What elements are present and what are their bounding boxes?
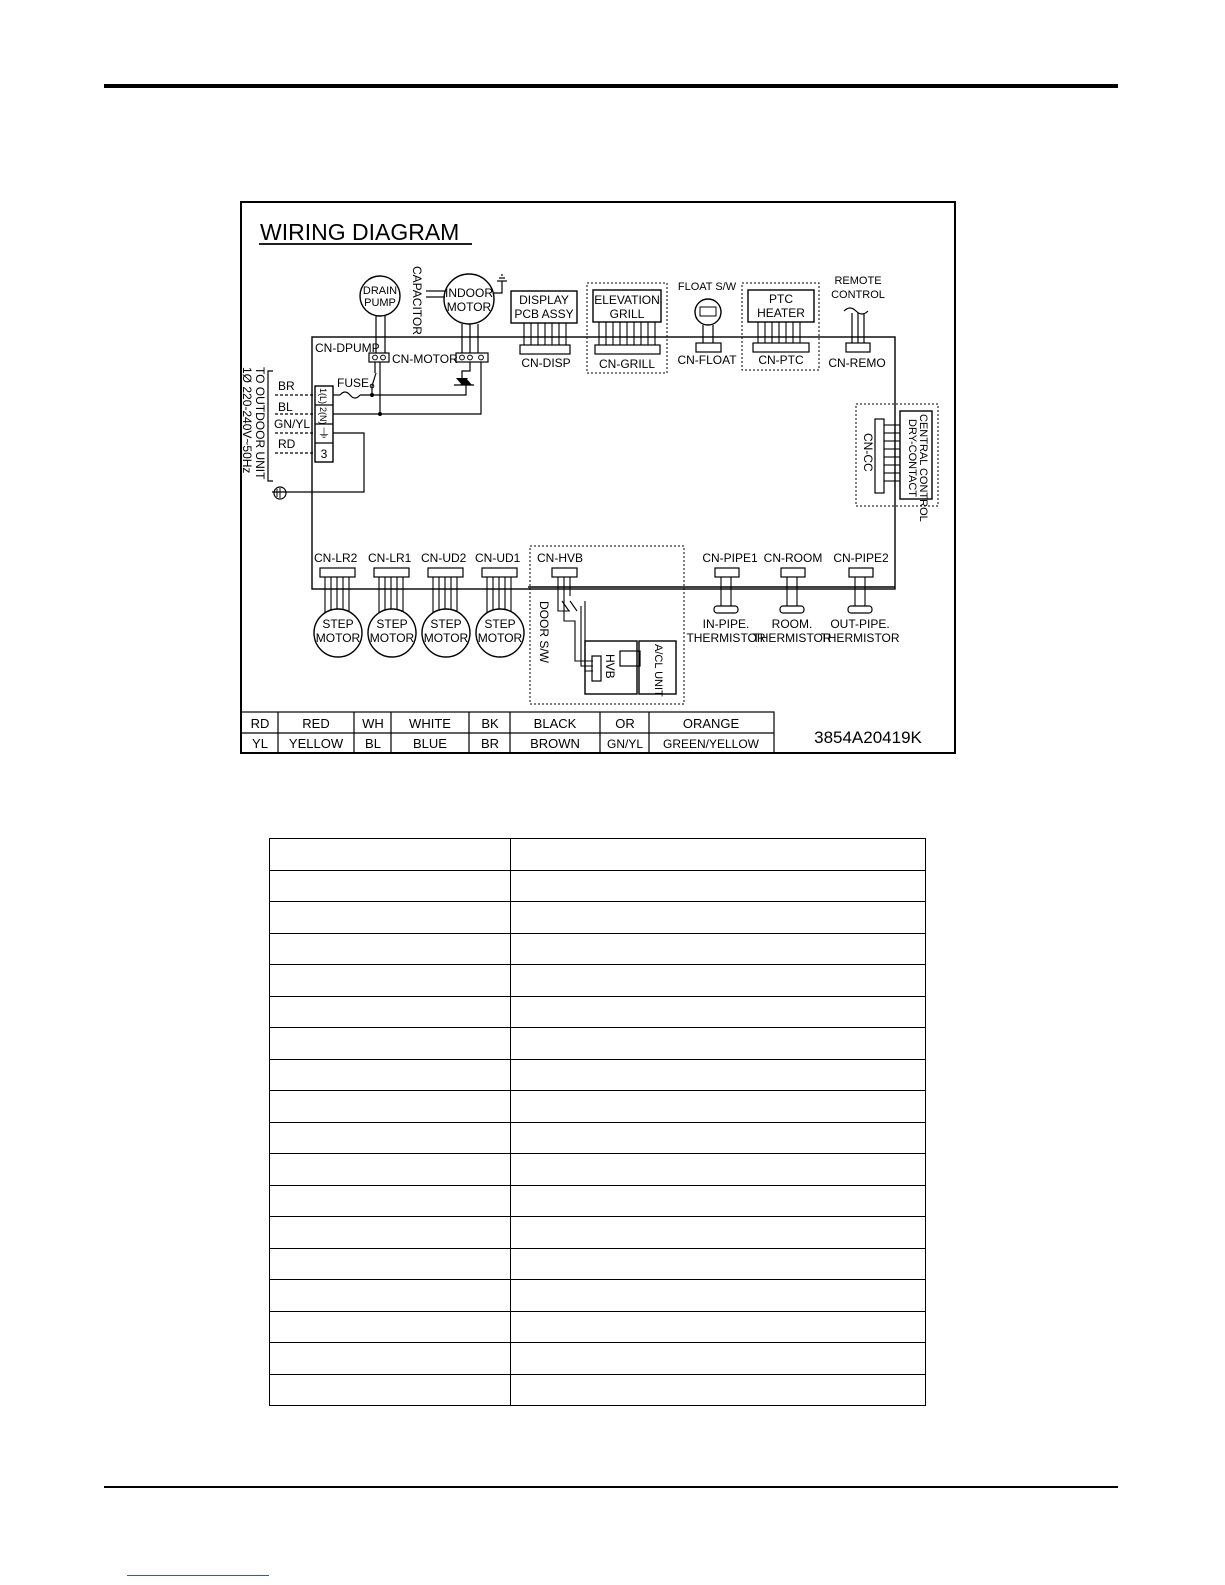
- room-thermistor-label-2: THERMISTOR: [752, 631, 832, 645]
- central-control-label-2: DRY-CONTACT: [906, 419, 918, 498]
- legend-code: BL: [365, 736, 381, 751]
- junction-dot: [370, 393, 374, 397]
- table-row: [270, 1154, 926, 1186]
- terminal-2-label: 2(N): [318, 407, 328, 425]
- table-row: [270, 1374, 926, 1406]
- door-switch-label: DOOR S/W: [537, 601, 551, 663]
- cn-hvb-connector: [552, 568, 577, 577]
- table-cell: [511, 1028, 926, 1060]
- step-motor-wires: [325, 577, 511, 618]
- step-motor-label-2: MOTOR: [369, 631, 415, 645]
- cn-float-label: CN-FLOAT: [677, 353, 737, 367]
- live-wire: [360, 385, 466, 395]
- door-switch-contact: [570, 601, 577, 611]
- cn-hvb-label: CN-HVB: [537, 551, 584, 565]
- drain-pump-label-1: DRAIN: [362, 285, 398, 297]
- acl-unit-label: A/CL UNIT: [652, 644, 664, 697]
- cn-motor-label: CN-MOTOR: [392, 352, 458, 366]
- ptc-heater-label-1: PTC: [769, 292, 793, 306]
- wire-rd-label: RD: [278, 437, 296, 451]
- table-cell: [511, 965, 926, 997]
- table-row: [270, 1122, 926, 1154]
- legend-code: RD: [250, 716, 270, 731]
- table-cell: [270, 870, 511, 902]
- display-pcb-label-2: PCB ASSY: [514, 307, 574, 321]
- legend-code: BR: [480, 736, 500, 751]
- capacitor-label: CAPACITOR: [410, 266, 424, 335]
- table-cell: [511, 1122, 926, 1154]
- legend-code: YL: [252, 736, 268, 751]
- table-cell: [270, 1122, 511, 1154]
- table-row: [270, 1217, 926, 1249]
- cn-ptc-connector: [753, 343, 809, 352]
- table-cell: [270, 1280, 511, 1312]
- out-pipe-thermistor-symbol: [848, 606, 872, 613]
- step-motor-label-1: STEP: [484, 617, 516, 631]
- central-control-label-1: CENTRAL CONTROL: [917, 414, 929, 522]
- table-cell: [270, 1185, 511, 1217]
- legend-name: BROWN: [530, 736, 580, 751]
- table-cell: [511, 1343, 926, 1375]
- cn-lr2-connector: [320, 568, 355, 577]
- color-legend-row-2: [252, 736, 760, 751]
- ptc-wires: [758, 322, 800, 343]
- table-row: [270, 1248, 926, 1280]
- diagram-title: WIRING DIAGRAM: [260, 219, 460, 245]
- table-cell: [270, 996, 511, 1028]
- table-cell: [511, 1154, 926, 1186]
- cn-dpump-pin: [381, 355, 386, 360]
- cc-wires: [884, 425, 900, 481]
- out-pipe-thermistor-label-2: THERMISTOR: [820, 631, 900, 645]
- hvb-label: HVB: [603, 654, 617, 679]
- table-cell: [270, 902, 511, 934]
- table-cell: [511, 839, 926, 871]
- cn-lr2-label: CN-LR2: [314, 551, 358, 565]
- remote-control-label-2: CONTROL: [831, 289, 885, 301]
- display-wires: [524, 323, 566, 345]
- table-cell: [270, 1059, 511, 1091]
- table-row: [270, 1280, 926, 1312]
- cn-remo-label: CN-REMO: [828, 356, 886, 370]
- terminal-ground-label: ⏚: [317, 426, 331, 441]
- cn-cc-connector: [875, 419, 884, 493]
- footer-link-underline[interactable]: [127, 1575, 269, 1576]
- in-pipe-thermistor-symbol: [714, 606, 738, 613]
- table-cell: [270, 1311, 511, 1343]
- table-cell: [511, 902, 926, 934]
- table-cell: [270, 1343, 511, 1375]
- table-cell: [270, 839, 511, 871]
- color-legend-row-1: [251, 716, 740, 731]
- table-cell: [511, 1248, 926, 1280]
- door-switch-contact: [562, 601, 569, 611]
- legend-name: WHITE: [409, 716, 451, 731]
- table-row: [270, 902, 926, 934]
- table-cell: [511, 1311, 926, 1343]
- cn-pipe1-label: CN-PIPE1: [702, 551, 758, 565]
- step-motor-label-2: MOTOR: [315, 631, 361, 645]
- table-row: [270, 965, 926, 997]
- display-pcb-label-1: DISPLAY: [519, 293, 569, 307]
- indoor-motor-label-1: INDOOR: [445, 286, 493, 300]
- wire-br-label: BR: [278, 379, 295, 393]
- step-motor-label-2: MOTOR: [423, 631, 469, 645]
- table-row: [270, 1059, 926, 1091]
- table-cell: [511, 1185, 926, 1217]
- terminal-3-label: 3: [320, 447, 328, 461]
- table-cell: [270, 965, 511, 997]
- cn-ud1-connector: [482, 568, 517, 577]
- cn-pipe2-connector: [849, 568, 873, 577]
- ptc-heater-label-2: HEATER: [757, 306, 805, 320]
- table-cell: [270, 1374, 511, 1406]
- table-cell: [270, 1028, 511, 1060]
- cn-cc-label: CN-CC: [861, 433, 875, 472]
- legend-name: YELLOW: [288, 736, 344, 751]
- table-row: [270, 870, 926, 902]
- float-switch-circle: [695, 299, 721, 325]
- cn-float-connector: [696, 343, 721, 352]
- in-pipe-thermistor-label-1: IN-PIPE.: [702, 617, 750, 631]
- room-thermistor-symbol: [780, 606, 804, 613]
- cn-ud2-connector: [428, 568, 463, 577]
- table-cell: [511, 870, 926, 902]
- legend-code: BK: [481, 716, 499, 731]
- step-motor-label-1: STEP: [322, 617, 354, 631]
- table-cell: [270, 1248, 511, 1280]
- remote-control-label-1: REMOTE: [834, 275, 882, 287]
- cn-remo-connector: [846, 343, 870, 352]
- fuse-label: FUSE: [337, 376, 370, 390]
- hvb-wire: [581, 606, 593, 666]
- cn-motor-pin: [468, 355, 473, 360]
- float-switch-label: FLOAT S/W: [677, 281, 737, 293]
- table-cell: [270, 933, 511, 965]
- legend-name: RED: [302, 716, 330, 731]
- cn-ud1-label: CN-UD1: [475, 551, 521, 565]
- legend-code: OR: [615, 716, 635, 731]
- table-cell: [511, 1091, 926, 1123]
- cn-dpump-pin: [373, 355, 378, 360]
- table-cell: [511, 1374, 926, 1406]
- triac-wire: [462, 362, 470, 378]
- elevation-grill-label-2: GRILL: [609, 307, 645, 321]
- cn-lr1-connector: [374, 568, 409, 577]
- cn-room-connector: [781, 568, 805, 577]
- table-cell: [270, 1091, 511, 1123]
- table-row: [270, 933, 926, 965]
- in-pipe-thermistor-label-2: THERMISTOR: [686, 631, 766, 645]
- drain-pump-label-2: PUMP: [364, 297, 396, 309]
- wire-bl-label: BL: [278, 400, 293, 414]
- legend-name: GREEN/YELLOW: [662, 737, 760, 751]
- cn-ud2-label: CN-UD2: [421, 551, 467, 565]
- indoor-motor-label-2: MOTOR: [446, 300, 492, 314]
- table-row: [270, 1185, 926, 1217]
- spec-table-body: [270, 839, 926, 1406]
- fuse-symbol: [340, 392, 360, 398]
- cn-motor-pin: [460, 355, 465, 360]
- top-rule: [104, 84, 1118, 88]
- legend-name: BLUE: [413, 736, 447, 751]
- bottom-rule: [104, 1486, 1118, 1488]
- step-motor-label-2: MOTOR: [477, 631, 523, 645]
- cn-disp-connector: [520, 345, 570, 354]
- grill-wires: [599, 322, 655, 345]
- outdoor-unit-label-2: 1Ø 220-240V~50Hz: [240, 367, 254, 474]
- step-motor-label-1: STEP: [376, 617, 408, 631]
- table-cell: [511, 996, 926, 1028]
- wiring-diagram: [240, 201, 957, 755]
- cn-grill-connector: [595, 345, 660, 354]
- room-thermistor-label-1: ROOM.: [771, 617, 813, 631]
- step-motor-label-1: STEP: [430, 617, 462, 631]
- hvb-connector: [592, 656, 601, 681]
- outdoor-bracket: [268, 371, 273, 481]
- table-row: [270, 839, 926, 871]
- cn-disp-label: CN-DISP: [521, 356, 571, 370]
- table-row: [270, 1091, 926, 1123]
- cn-ptc-label: CN-PTC: [758, 353, 804, 367]
- table-cell: [511, 1280, 926, 1312]
- wire-gnyl-label: GN/YL: [274, 417, 311, 431]
- out-pipe-thermistor-label-1: OUT-PIPE.: [830, 617, 890, 631]
- legend-code: GN/YL: [606, 737, 644, 751]
- cn-pipe1-connector: [715, 568, 739, 577]
- table-cell: [511, 933, 926, 965]
- table-cell: [270, 1154, 511, 1186]
- cn-room-label: CN-ROOM: [763, 551, 823, 565]
- cn-grill-label: CN-GRILL: [598, 357, 656, 371]
- elevation-grill-label-1: ELEVATION: [594, 293, 660, 307]
- table-row: [270, 1028, 926, 1060]
- drawing-number: 3854A20419K: [814, 728, 922, 747]
- cn-dpump-label: CN-DPUMP: [315, 341, 380, 355]
- cn-motor-pin: [479, 355, 484, 360]
- cn-pipe2-label: CN-PIPE2: [833, 551, 889, 565]
- table-row: [270, 996, 926, 1028]
- table-row: [270, 1343, 926, 1375]
- motor-ground-wire: [494, 281, 502, 293]
- junction-dot: [378, 412, 382, 416]
- thermistor-wires: [721, 577, 865, 606]
- table-row: [270, 1311, 926, 1343]
- table-cell: [511, 1217, 926, 1249]
- float-switch-element: [700, 307, 716, 316]
- terminal-1-label: 1(L): [318, 388, 328, 405]
- legend-code: WH: [362, 716, 384, 731]
- spec-table: [269, 838, 926, 1406]
- table-cell: [511, 1059, 926, 1091]
- cn-lr1-label: CN-LR1: [368, 551, 412, 565]
- legend-name: ORANGE: [682, 716, 740, 731]
- table-cell: [270, 1217, 511, 1249]
- outdoor-unit-label-1: TO OUTDOOR UNIT: [253, 367, 267, 480]
- legend-name: BLACK: [533, 716, 577, 731]
